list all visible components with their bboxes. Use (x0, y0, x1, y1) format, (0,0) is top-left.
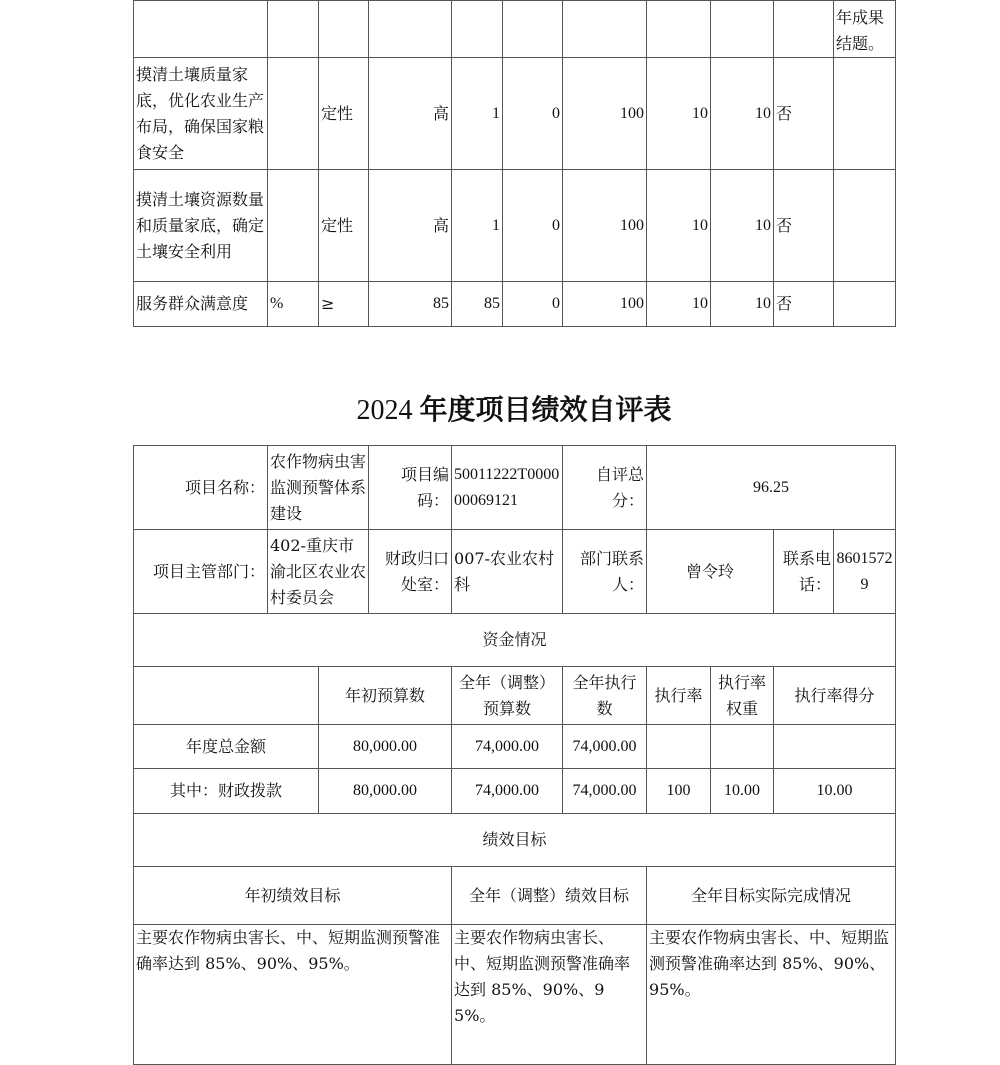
office-label: 财政归口处室： (369, 530, 452, 614)
project-row-2 (134, 530, 896, 614)
page-title (0, 388, 1000, 428)
goal-adjusted-value: 主要农作物病虫害长、中、短期监测预警准确率达到 85%、90%、95%。 (452, 925, 647, 1065)
table-row (134, 170, 896, 282)
funds-initial: 80,000.00 (319, 769, 452, 814)
target-cell: 高 (369, 170, 452, 282)
funds-row-label: 其中：财政拨款 (134, 769, 319, 814)
title-year: 2024 (356, 395, 413, 426)
funds-rate: 100 (647, 769, 711, 814)
score-cell: 10 (711, 170, 774, 282)
indicator-name: 摸清土壤质量家底，优化农业生产布局，确保国家粮食安全 (134, 58, 268, 170)
cell (134, 1, 268, 58)
type-cell: ≥ (319, 282, 369, 327)
remark-cell: 年成果结题。 (834, 1, 896, 58)
office-value: 007-农业农村科 (452, 530, 563, 614)
self-score-value: 96.25 (647, 446, 896, 530)
remark-cell (834, 58, 896, 170)
funds-row-label: 年度总金额 (134, 725, 319, 769)
funds-header: 执行率得分 (774, 667, 896, 725)
unit-cell (268, 58, 319, 170)
phone-label: 联系电话： (774, 530, 834, 614)
score-cell: 10 (711, 282, 774, 327)
goals-section-title: 绩效目标 (134, 814, 896, 867)
self-evaluation-table (133, 445, 896, 1065)
phone-value: 86015729 (834, 530, 896, 614)
funds-section-row (134, 614, 896, 667)
table-row (134, 282, 896, 327)
goals-header-row (134, 867, 896, 925)
funds-header-blank (134, 667, 319, 725)
unit-cell (268, 170, 319, 282)
deviation-cell: 0 (503, 58, 563, 170)
project-code-value: 50011222T000000069121 (452, 446, 563, 530)
funds-section-title: 资金情况 (134, 614, 896, 667)
weight-cell: 10 (647, 58, 711, 170)
unit-cell: % (268, 282, 319, 327)
table-row (134, 58, 896, 170)
funds-header: 全年执行数 (563, 667, 647, 725)
funds-header: 执行率权重 (711, 667, 774, 725)
cell (452, 1, 503, 58)
table-row-partial (134, 1, 896, 58)
cell (319, 1, 369, 58)
goal-initial-value: 主要农作物病虫害长、中、短期监测预警准确率达到 85%、90%、95%。 (134, 925, 452, 1065)
score-cell: 10 (711, 58, 774, 170)
actual-cell: 1 (452, 170, 503, 282)
goals-header: 全年（调整）绩效目标 (452, 867, 647, 925)
funds-weight: 10.00 (711, 769, 774, 814)
funds-weight (711, 725, 774, 769)
funds-header: 年初预算数 (319, 667, 452, 725)
flag-cell: 否 (774, 282, 834, 327)
weight-cell: 10 (647, 170, 711, 282)
funds-rate (647, 725, 711, 769)
deviation-cell: 0 (503, 282, 563, 327)
flag-cell: 否 (774, 58, 834, 170)
cell (503, 1, 563, 58)
target-cell: 高 (369, 58, 452, 170)
remark-cell (834, 282, 896, 327)
actual-cell: 85 (452, 282, 503, 327)
rate-cell: 100 (563, 58, 647, 170)
funds-row (134, 769, 896, 814)
project-code-label: 项目编码： (369, 446, 452, 530)
cell (369, 1, 452, 58)
goal-actual-value: 主要农作物病虫害长、中、短期监测预警准确率达到 85%、90%、95%。 (647, 925, 896, 1065)
contact-value: 曾令玲 (647, 530, 774, 614)
funds-adjusted: 74,000.00 (452, 769, 563, 814)
target-cell: 85 (369, 282, 452, 327)
project-name-label: 项目名称： (134, 446, 268, 530)
goals-section-row (134, 814, 896, 867)
weight-cell: 10 (647, 282, 711, 327)
funds-header-row (134, 667, 896, 725)
contact-label: 部门联系人： (563, 530, 647, 614)
funds-header: 全年（调整）预算数 (452, 667, 563, 725)
self-score-label: 自评总分： (563, 446, 647, 530)
project-name-value: 农作物病虫害监测预警体系建设 (268, 446, 369, 530)
funds-score (774, 725, 896, 769)
dept-label: 项目主管部门： (134, 530, 268, 614)
title-text: 年度项目绩效自评表 (419, 395, 672, 426)
funds-adjusted: 74,000.00 (452, 725, 563, 769)
funds-score: 10.00 (774, 769, 896, 814)
goals-value-row (134, 925, 896, 1065)
goals-header: 全年目标实际完成情况 (647, 867, 896, 925)
rate-cell: 100 (563, 170, 647, 282)
indicator-table (133, 0, 896, 327)
funds-executed: 74,000.00 (563, 725, 647, 769)
cell (268, 1, 319, 58)
goals-header: 年初绩效目标 (134, 867, 452, 925)
project-row-1 (134, 446, 896, 530)
rate-cell: 100 (563, 282, 647, 327)
cell (711, 1, 774, 58)
funds-executed: 74,000.00 (563, 769, 647, 814)
dept-value: 402-重庆市渝北区农业农村委员会 (268, 530, 369, 614)
remark-cell (834, 170, 896, 282)
funds-header: 执行率 (647, 667, 711, 725)
indicator-name: 服务群众满意度 (134, 282, 268, 327)
cell (774, 1, 834, 58)
indicator-name: 摸清土壤资源数量和质量家底，确定土壤安全利用 (134, 170, 268, 282)
deviation-cell: 0 (503, 170, 563, 282)
funds-initial: 80,000.00 (319, 725, 452, 769)
cell (647, 1, 711, 58)
actual-cell: 1 (452, 58, 503, 170)
flag-cell: 否 (774, 170, 834, 282)
funds-row (134, 725, 896, 769)
type-cell: 定性 (319, 58, 369, 170)
cell (563, 1, 647, 58)
type-cell: 定性 (319, 170, 369, 282)
